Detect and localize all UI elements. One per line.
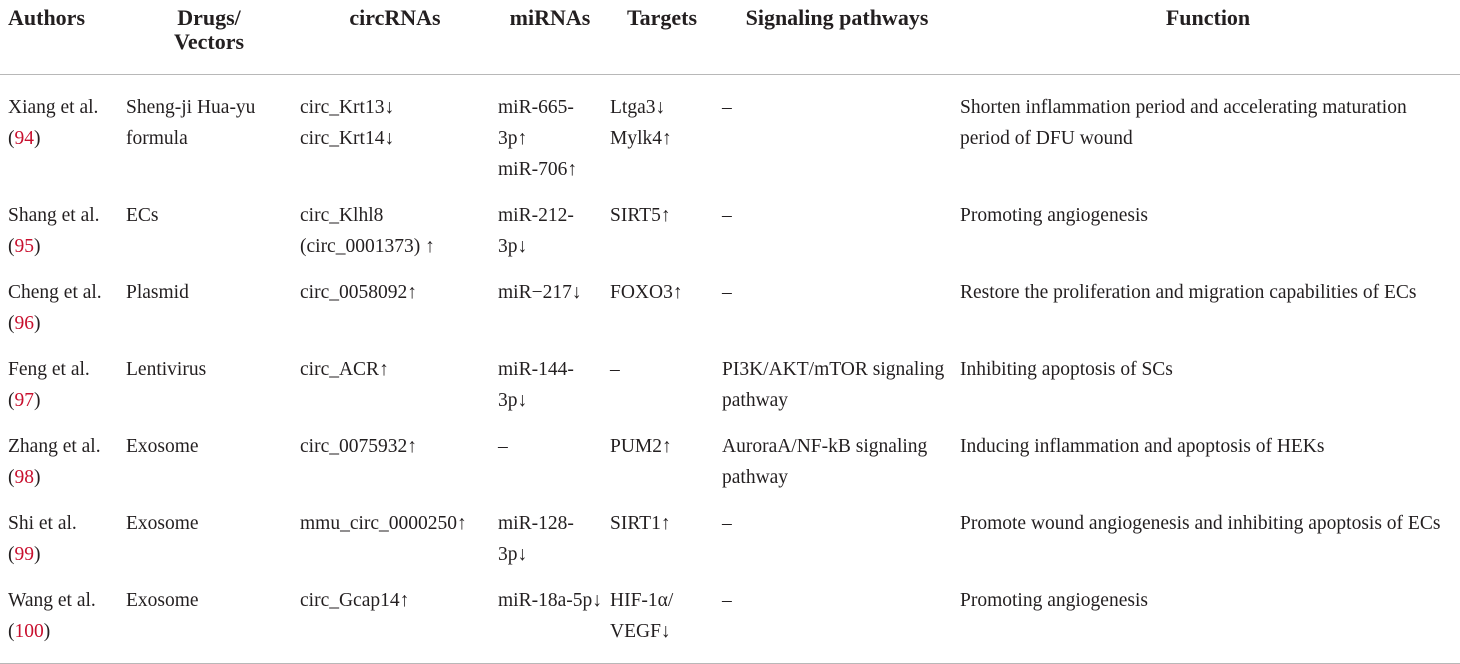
signaling-pathway-cell: – xyxy=(722,513,732,534)
header-circrnas: circRNAs xyxy=(296,0,494,75)
reference-link[interactable]: 96 xyxy=(14,313,34,334)
reference-link[interactable]: 100 xyxy=(14,621,44,642)
drug-vector-cell: Exosome xyxy=(122,570,296,664)
table-row xyxy=(0,339,1460,416)
author-name: Wang et al. xyxy=(8,590,96,611)
mirna-cell: miR-18a-5p↓ xyxy=(494,570,606,664)
table-row xyxy=(0,262,1460,339)
drug-vector-cell: Sheng-ji Hua-yu formula xyxy=(126,97,256,149)
mirna-cell: – xyxy=(498,436,508,457)
table-row xyxy=(0,416,1460,493)
signaling-pathway-cell: PI3K/AKT/mTOR signaling pathway xyxy=(722,359,945,411)
mirna-cell: miR-212-3p↓ xyxy=(498,205,574,257)
circrna-cell: circ_ACR↑ xyxy=(300,359,389,380)
signaling-pathway-cell: – xyxy=(722,205,732,226)
author-cell: Shang et al. (95) xyxy=(8,205,100,257)
function-cell: Inhibiting apoptosis of SCs xyxy=(960,359,1173,380)
reference-link[interactable]: 98 xyxy=(14,467,34,488)
target-cell: – xyxy=(610,359,620,380)
circrna-cell: circ_Klhl8 (circ_0001373) ↑ xyxy=(300,205,435,257)
header-function: Function xyxy=(956,0,1460,75)
function-cell: Promoting angiogenesis xyxy=(956,570,1460,664)
drug-vector-cell: Exosome xyxy=(126,513,199,534)
header-signaling-pathways: Signaling pathways xyxy=(718,0,956,75)
target-cell: SIRT1↑ xyxy=(610,513,671,534)
header-row xyxy=(0,0,1460,75)
author-cell: Cheng et al. (96) xyxy=(8,282,102,334)
header-authors: Authors xyxy=(0,0,122,75)
table-row xyxy=(0,493,1460,570)
author-cell: Wang et al. (100) xyxy=(0,570,122,664)
table-header xyxy=(0,0,1460,75)
circrna-cell: circ_0075932↑ xyxy=(300,436,417,457)
mirna-cell: miR-665-3p↑ miR-706↑ xyxy=(498,97,578,180)
author-name: Cheng et al. xyxy=(8,282,102,303)
function-cell: Shorten inflammation period and accelerating maturation period of DFU wound xyxy=(960,97,1407,149)
author-name: Zhang et al. xyxy=(8,436,101,457)
drug-vector-cell: Lentivirus xyxy=(126,359,207,380)
header-mirnas: miRNAs xyxy=(494,0,606,75)
circrna-cell: mmu_circ_0000250↑ xyxy=(300,513,467,534)
signaling-pathway-cell: AuroraA/NF-kB signaling pathway xyxy=(722,436,928,488)
target-cell: HIF-1α/ VEGF↓ xyxy=(606,570,718,664)
header-targets: Targets xyxy=(606,0,718,75)
circrna-cell: circ_Gcap14↑ xyxy=(296,570,494,664)
function-cell: Inducing inflammation and apoptosis of HEKs xyxy=(960,436,1325,457)
signaling-pathway-cell: – xyxy=(718,570,956,664)
author-cell: Xiang et al. (94) xyxy=(8,97,99,149)
author-cell: Zhang et al. (98) xyxy=(8,436,101,488)
drug-vector-cell: Exosome xyxy=(126,436,199,457)
mirna-cell: miR-144-3p↓ xyxy=(498,359,574,411)
drug-vector-cell: Plasmid xyxy=(126,282,189,303)
author-name: Shang et al. xyxy=(8,205,100,226)
drug-vector-cell: ECs xyxy=(126,205,159,226)
reference-link[interactable]: 95 xyxy=(14,236,34,257)
target-cell: PUM2↑ xyxy=(610,436,672,457)
mirna-cell: miR−217↓ xyxy=(498,282,582,303)
function-cell: Promote wound angiogenesis and inhibiting apoptosis of ECs xyxy=(960,513,1441,534)
signaling-pathway-cell: – xyxy=(722,97,732,118)
target-cell: SIRT5↑ xyxy=(610,205,671,226)
mirna-cell: miR-128-3p↓ xyxy=(498,513,574,565)
target-cell: FOXO3↑ xyxy=(610,282,683,303)
reference-link[interactable]: 94 xyxy=(14,128,34,149)
signaling-pathway-cell: – xyxy=(722,282,732,303)
table-row xyxy=(0,570,1460,664)
function-cell: Promoting angiogenesis xyxy=(960,205,1148,226)
reference-link[interactable]: 97 xyxy=(14,390,34,411)
function-cell: Restore the proliferation and migration capabilities of ECs xyxy=(960,282,1417,303)
author-name: Xiang et al. xyxy=(8,97,99,118)
author-cell: Feng et al. (97) xyxy=(8,359,90,411)
target-cell: Ltga3↓ Mylk4↑ xyxy=(610,97,672,149)
reference-link[interactable]: 99 xyxy=(14,544,34,565)
circrna-cell: circ_Krt13↓ circ_Krt14↓ xyxy=(300,97,395,149)
author-name: Shi et al. xyxy=(8,513,77,534)
header-drugs-vectors: Drugs/ Vectors xyxy=(122,0,296,75)
table-row xyxy=(0,185,1460,262)
author-name: Feng et al. xyxy=(8,359,90,380)
table-row xyxy=(0,75,1460,186)
author-cell: Shi et al. (99) xyxy=(8,513,77,565)
table-body xyxy=(0,75,1460,664)
circrna-cell: circ_0058092↑ xyxy=(300,282,417,303)
